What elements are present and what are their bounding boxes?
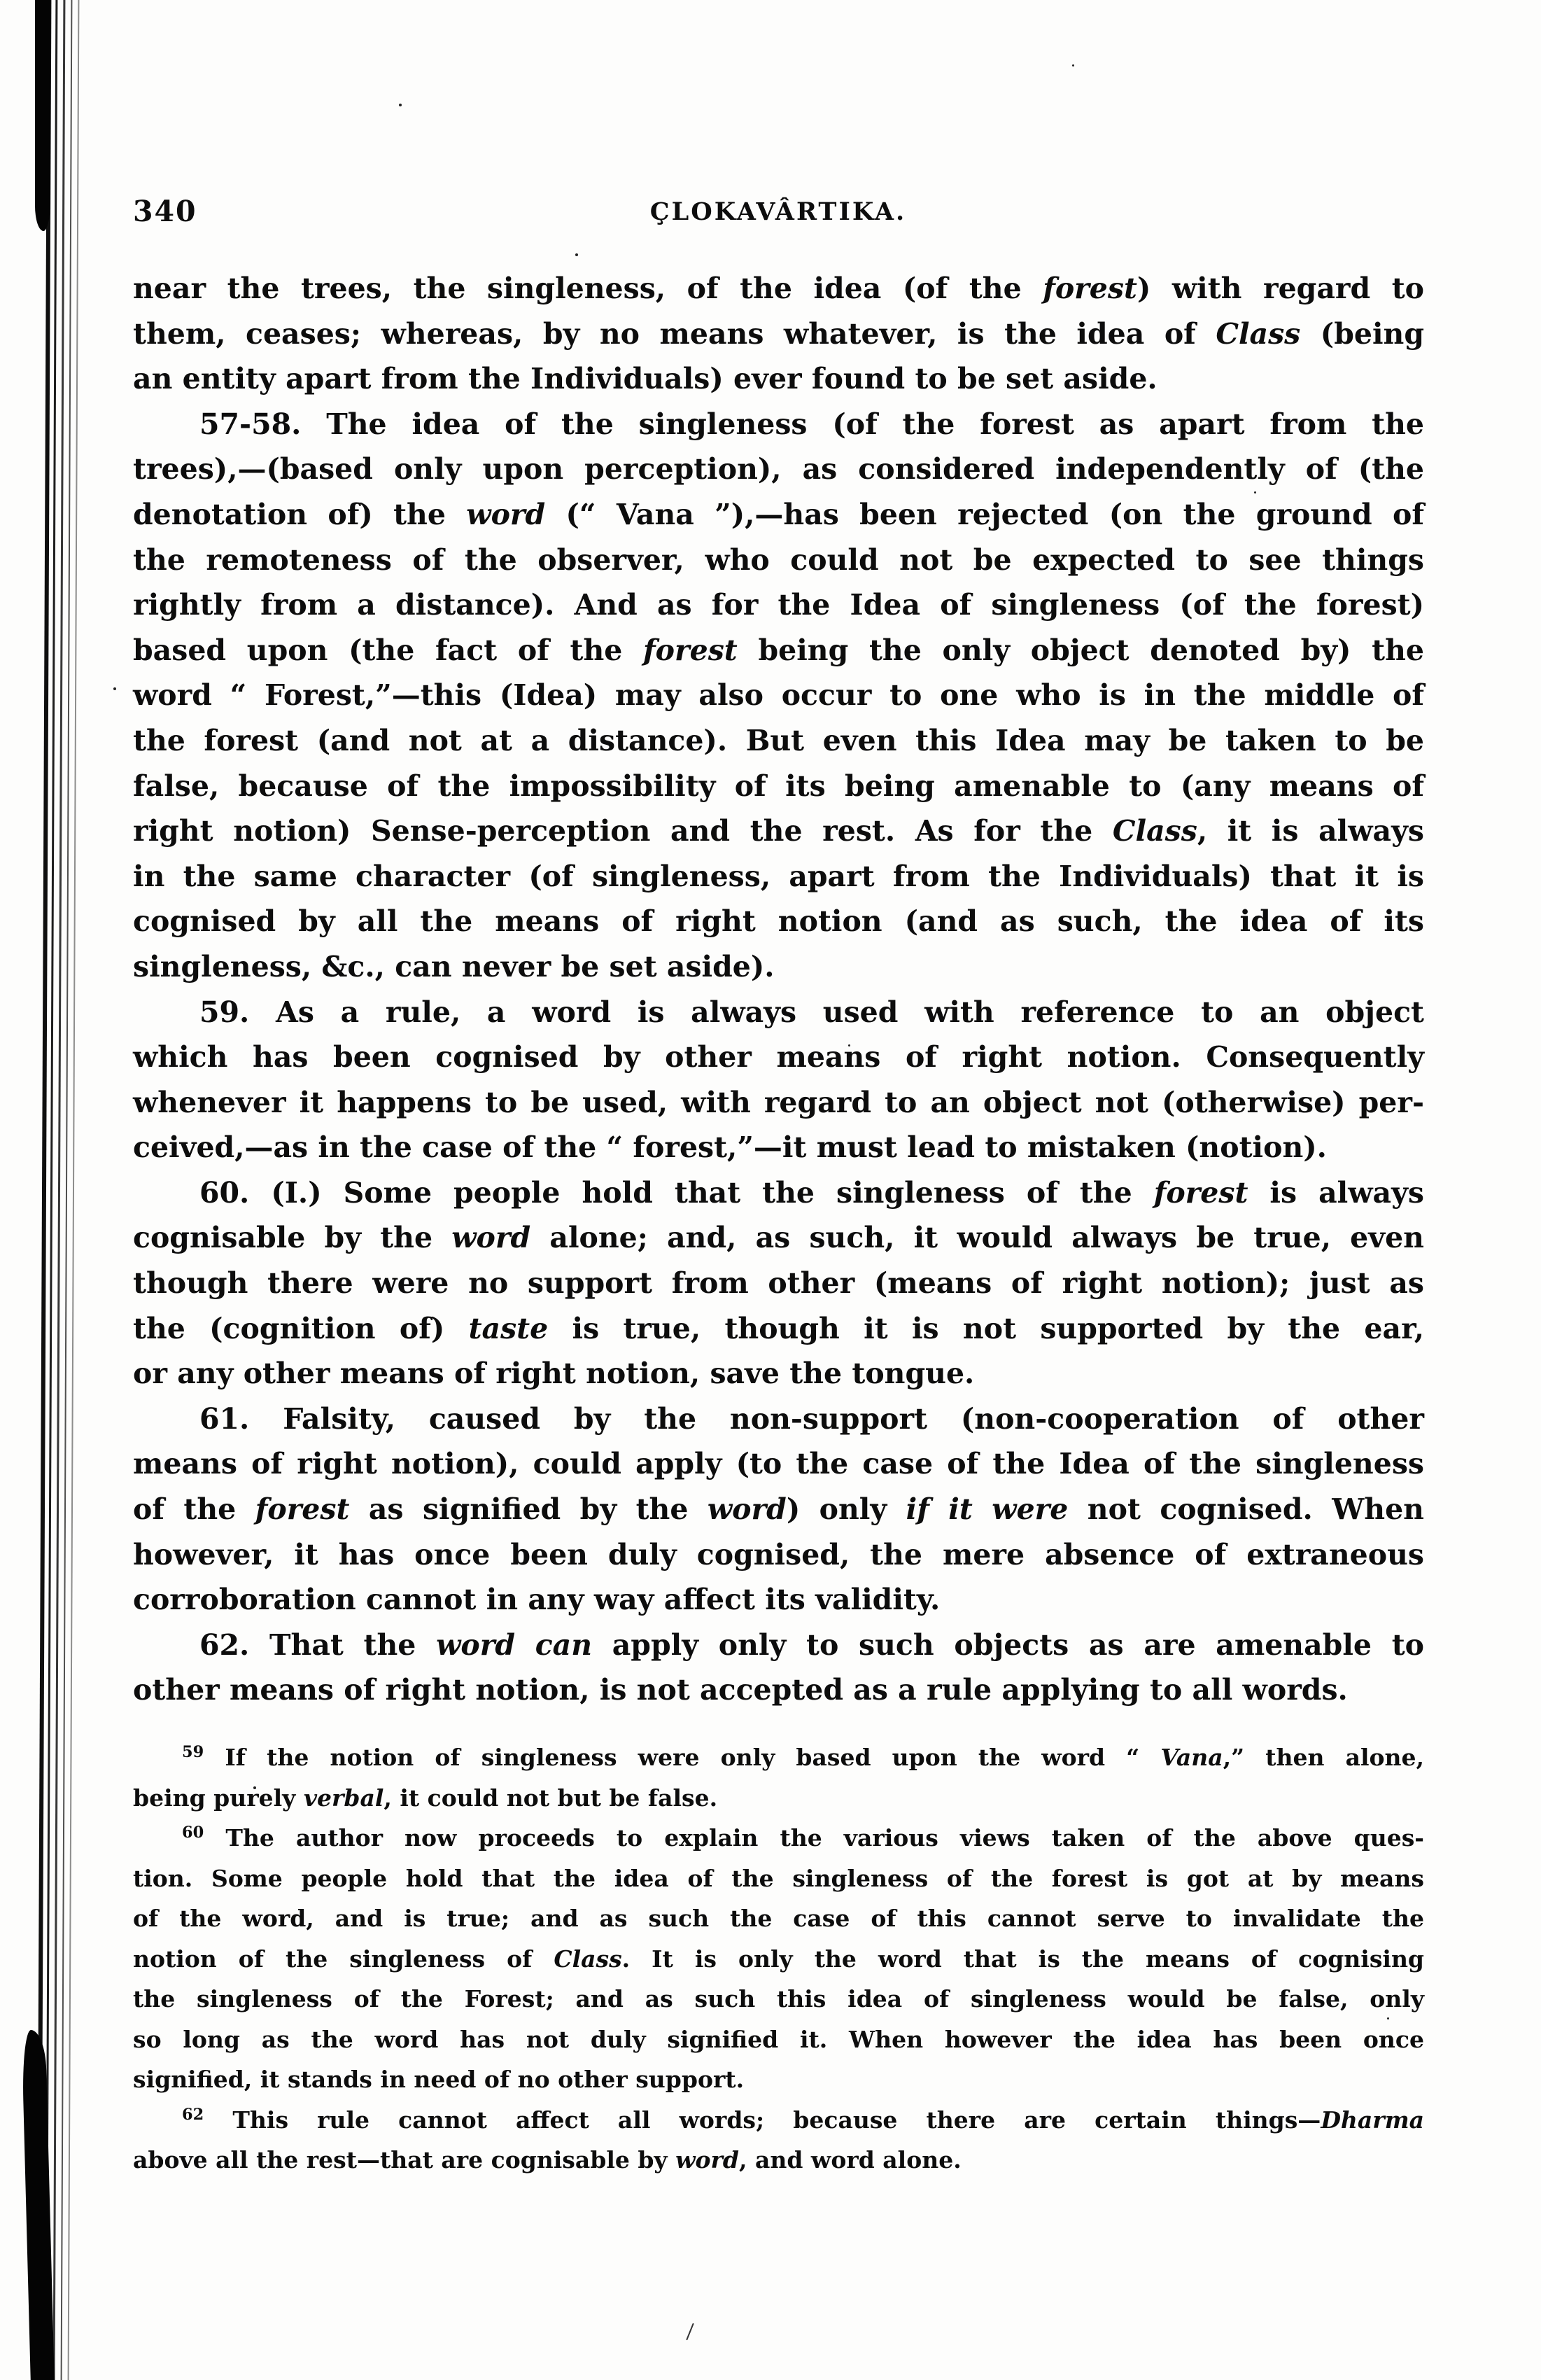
text-line: though there were no support from other (means of right notion); just as	[133, 1266, 1424, 1301]
text-line: the singleness of the Forest; and as such this idea of singleness would be false, only	[133, 1985, 1424, 2012]
text-line: right notion) Sense-perception and the rest. As for the Class, it is always	[133, 814, 1424, 848]
text-line: 60. (I.) Some people hold that the singleness of the forest is always	[199, 1175, 1424, 1210]
scan-speck	[113, 687, 116, 690]
text-line: ceived,—as in the case of the “ forest,”—it must lead to mistaken (notion).	[133, 1130, 1327, 1165]
text-line: signified, it stands in need of no other support.	[133, 2066, 745, 2093]
text-line: the remoteness of the observer, who could not be expected to see things	[133, 542, 1424, 577]
text-line: false, because of the impossibility of its being amenable to (any means of	[133, 769, 1424, 803]
text-line: other means of right notion, is not accepted as a rule applying to all words.	[133, 1673, 1348, 1707]
text-line: $^{62}$ This rule cannot affect all words; because there are certain things—Dharma	[182, 2105, 1424, 2134]
text-line: them, ceases; whereas, by no means whatever, is the idea of Class (being	[133, 316, 1424, 351]
text-line: the forest (and not at a distance). But even this Idea may be taken to be	[133, 723, 1424, 757]
text-line: above all the rest—that are cognisable by word, and word alone.	[133, 2146, 962, 2174]
text-line: of the forest as signified by the word) only if it were not cognised. When	[133, 1492, 1424, 1527]
text-line: 61. Falsity, caused by the non-support (non-cooperation of other	[199, 1401, 1424, 1436]
page-number: 340	[133, 195, 197, 228]
binding-line	[60, 0, 72, 2380]
text-line: however, it has once been duly cognised, the mere absence of extraneous	[133, 1537, 1424, 1572]
text-line: of the word, and is true; and as such the case of this cannot serve to invalidate the	[133, 1905, 1424, 1932]
text-line: singleness, &c., can never be set aside).	[133, 949, 775, 983]
text-line: word “ Forest,”—this (Idea) may also occur to one who is in the middle of	[133, 678, 1424, 713]
text-line: being purely verbal, it could not but be false.	[133, 1784, 718, 1812]
text-line: $^{59}$ If the notion of singleness were only based upon the word “ Vana,” then alone,	[182, 1743, 1425, 1771]
binding-ink-blob	[22, 2030, 56, 2380]
text-line: corroboration cannot in any way affect its validity.	[133, 1583, 941, 1617]
text-line: which has been cognised by other means of right notion. Consequently	[133, 1040, 1424, 1074]
scan-speck	[575, 253, 578, 256]
text-line: cognised by all the means of right notion (and as such, the idea of its	[133, 904, 1424, 939]
text-line: near the trees, the singleness, of the idea (of the forest) with regard to	[133, 272, 1425, 305]
text-line: 57-58. The idea of the singleness (of the forest as apart from the	[199, 407, 1424, 441]
binding-ink-blob	[35, 0, 50, 231]
text-line: so long as the word has not duly signified it. When however the idea has been once	[133, 2025, 1424, 2053]
text-line: $^{60}$ The author now proceeds to explain the various views taken of the above ques-	[182, 1823, 1424, 1851]
binding-line	[52, 0, 65, 2380]
running-title: ÇLOKAVÂRTIKA.	[649, 197, 907, 226]
footnotes	[133, 1737, 1424, 2180]
running-head	[133, 195, 1423, 231]
binding-line	[36, 0, 51, 2380]
text-line: 62. That the word can apply only to such objects as are amenable to	[199, 1628, 1424, 1662]
scan-mark	[686, 2323, 694, 2341]
text-line: denotation of) the word (“ Vana ”),—has been rejected (on the ground of	[133, 497, 1424, 531]
scan-speck	[399, 104, 402, 106]
text-line: trees),—(based only upon perception), as considered independently of (the	[133, 452, 1424, 486]
body-text	[133, 266, 1424, 1713]
text-line: based upon (the fact of the forest being the only object denoted by) the	[133, 633, 1424, 667]
text-line: the (cognition of) taste is true, though it is not supported by the ear,	[133, 1311, 1424, 1345]
text-line: tion. Some people hold that the idea of the singleness of the forest is got at by means	[133, 1864, 1424, 1892]
text-line: means of right notion), could apply (to the case of the Idea of the singleness	[133, 1447, 1424, 1481]
book-binding-shadow	[0, 0, 105, 2380]
text-line: or any other means of right notion, save the tongue.	[133, 1357, 975, 1391]
scan-speck	[1072, 64, 1074, 66]
text-line: an entity apart from the Individuals) ever found to be set aside.	[133, 362, 1157, 396]
text-line: rightly from a distance). And as for the Idea of singleness (of the forest)	[133, 588, 1424, 622]
text-line: notion of the singleness of Class. It is only the word that is the means of cognising	[133, 1945, 1425, 1973]
binding-line	[67, 0, 79, 2380]
text-line: 59. As a rule, a word is always used with reference to an object	[199, 995, 1424, 1029]
text-line: whenever it happens to be used, with regard to an object not (otherwise) per-	[133, 1085, 1424, 1119]
text-line: in the same character (of singleness, apart from the Individuals) that it is	[133, 859, 1424, 893]
text-line: cognisable by the word alone; and, as such, it would always be true, even	[133, 1221, 1424, 1255]
binding-line	[45, 0, 57, 2380]
